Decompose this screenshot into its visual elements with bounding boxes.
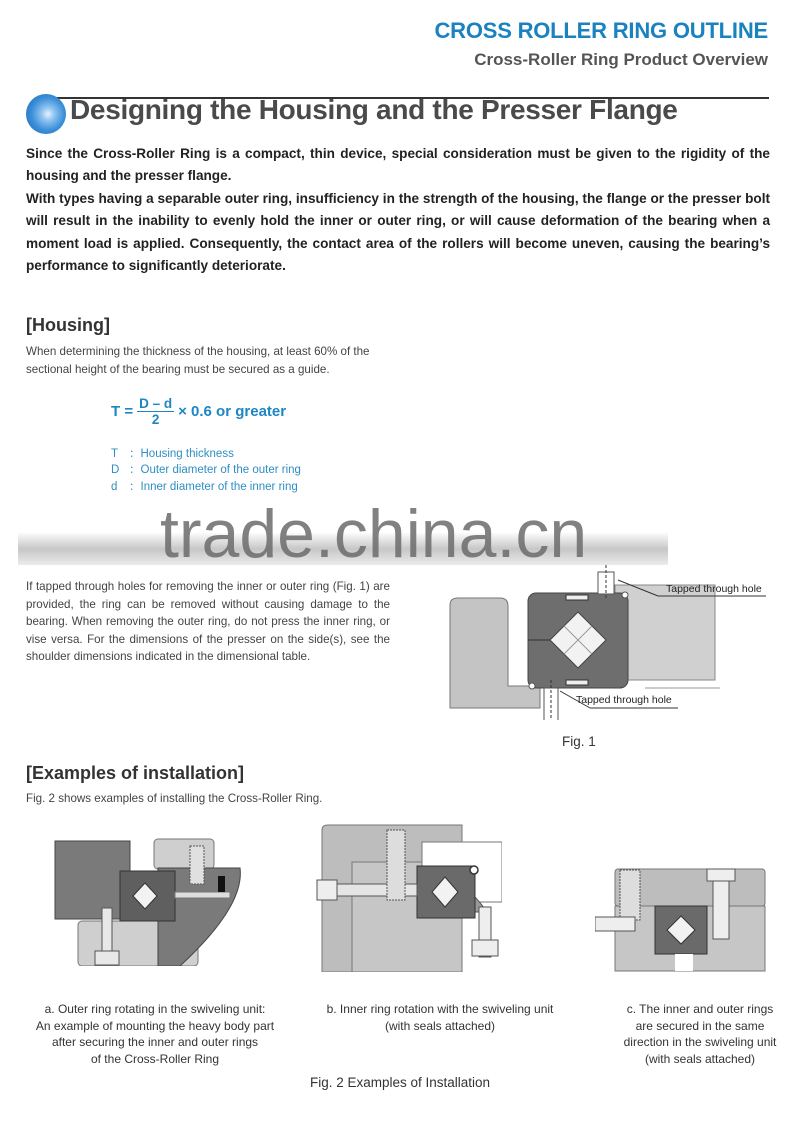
fig1-label-bottom: Tapped through hole (576, 694, 672, 706)
legend-item: D ：Outer diameter of the outer ring (111, 464, 301, 477)
fig2a-caption: a. Outer ring rotating in the swiveling unit: An example of mounting the heavy body part after securing the inner and outer rings of the Cross-Roller Ring (35, 1002, 275, 1066)
examples-heading: [Examples of installation] (26, 763, 245, 783)
formula-legend (111, 446, 301, 495)
fig2c-caption: c. The inner and outer rings are secured in the same direction in the swiveling unit (with seals attached) (623, 1002, 777, 1066)
formula-rhs: × 0.6 or greater (178, 403, 287, 420)
legend-item: T ：Housing thickness (111, 448, 234, 460)
document-subtitle: Cross-Roller Ring Product Overview (474, 50, 768, 69)
legend-item: d ：Inner diameter of the inner ring (111, 480, 298, 493)
intro-paragraph-1: Since the Cross-Roller Ring is a compact, thin device, special consideration must be given to the rigidity of the housing and the presser flange. (26, 146, 770, 184)
fig1-label-top: Tapped through hole (666, 583, 762, 595)
formula-lhs: T = (111, 403, 134, 420)
housing-heading: [Housing] (26, 315, 110, 335)
section-title: Designing the Housing and the Presser Flange (70, 94, 678, 125)
housing-formula (111, 396, 286, 427)
removal-text: If tapped through holes for removing the inner or outer ring (Fig. 1) are provided, the ring can be removed without causing damage to the bearing. When removing the outer ring, do not press the inner ring, or vise versa. For the dimensions of the presser on the side(s), see the shoulder dimensions indicated in the dimensional table. (26, 580, 390, 663)
blue-sphere-icon (26, 94, 66, 134)
fig2a-installation-diagram (40, 836, 260, 966)
intro-paragraph-2: With types having a separable outer ring, insufficiency in the strength of the housing, the flange or the presser bolt will result in the inability to evenly hold the inner or outer ring, or will cause deformation of the bearing when a moment load is applied. Consequently, the contact area of the rollers will become uneven, causing the bearing’s performance to significantly deteriorate. (26, 190, 770, 274)
formula-denominator: 2 (151, 412, 160, 427)
document-title: CROSS ROLLER RING OUTLINE (434, 18, 768, 43)
watermark: trade.china.cn (160, 496, 588, 572)
formula-numerator: D – d (139, 396, 173, 411)
examples-text: Fig. 2 shows examples of installing the Cross-Roller Ring. (26, 792, 323, 805)
housing-text: When determining the thickness of the housing, at least 60% of the sectional height of the bearing must be secured as a guide. (26, 345, 370, 376)
fig2b-installation-diagram (312, 822, 502, 972)
fig2b-caption: b. Inner ring rotation with the swiveling unit (with seals attached) (326, 1002, 554, 1033)
fig1-bearing-diagram (440, 560, 780, 720)
fig2c-installation-diagram (595, 864, 770, 974)
formula-fraction (137, 396, 174, 427)
intro-paragraphs (26, 143, 770, 277)
fig2-caption: Fig. 2 Examples of Installation (309, 1075, 491, 1090)
fig1-caption: Fig. 1 (562, 734, 596, 749)
